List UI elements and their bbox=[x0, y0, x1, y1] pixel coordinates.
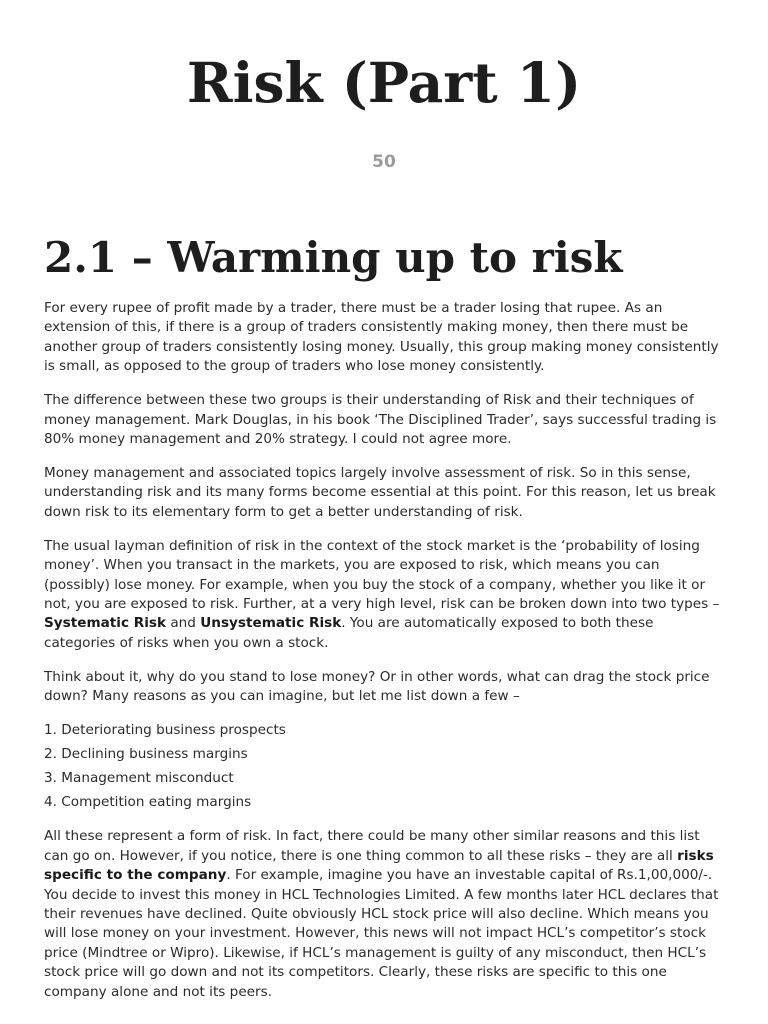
chapter-title: Risk (Part 1) bbox=[186, 50, 582, 115]
paragraph-4-text-c: and bbox=[166, 615, 201, 632]
paragraph-4 bbox=[44, 537, 728, 653]
company-specific-risk-term: risks specific to the company bbox=[44, 847, 714, 884]
paragraph-1: For every rupee of profit made by a trader, there must be a trader losing that rupee. As an extension of this, if there is a group of traders consistently making money, then there must be another group of traders consistently losing money. Usually, this group making money consistently is small, as opposed to the group of traders who lose money consistently. bbox=[44, 300, 719, 375]
list-item: 1. Deteriorating business prospects bbox=[44, 722, 286, 739]
paragraph-3: Money management and associated topics largely involve assessment of risk. So in this sense, understanding risk and its many forms become essential at this point. For this reason, let us break down risk to its elementary form to get a better understanding of risk. bbox=[44, 465, 716, 520]
paragraph-4-text-e: . You are automatically exposed to both these categories of risks when you own a stock. bbox=[44, 615, 654, 651]
list-item: 3. Management misconduct bbox=[44, 770, 234, 787]
unsystematic-risk-term: Unsystematic Risk bbox=[200, 615, 342, 632]
list-item: 4. Competition eating margins bbox=[44, 794, 252, 811]
paragraph-4-text-a: The usual layman definition of risk in the context of the stock market is the ‘probability of losing money’. When you transact in the markets, you are exposed to risk, which means you can (possibly) lose money. For example, when you buy the stock of a company, whether you like it or not, you are exposed to risk. Further, at a very high level, risk can be broken down into two types – bbox=[44, 537, 720, 613]
paragraph-6-text-a: All these represent a form of risk. In fact, there could be many other similar reasons and this list can go on. However, if you notice, there is one thing common to all these risks – they are all bbox=[44, 828, 700, 864]
body-text bbox=[44, 299, 728, 1017]
risk-reasons-list bbox=[44, 721, 728, 812]
systematic-risk-term: Systematic Risk bbox=[44, 615, 167, 632]
paragraph-5: Think about it, why do you stand to lose money? Or in other words, what can drag the stock price down? Many reasons as you can imagine, but let me list down a few – bbox=[44, 668, 710, 705]
section-title: 2.1 – Warming up to risk bbox=[44, 233, 623, 282]
paragraph-6 bbox=[44, 827, 728, 1002]
page-number: 50 bbox=[372, 152, 396, 172]
paragraph-6-text-c: . For example, imagine you have an investable capital of Rs.1,00,000/-. You decide to invest this money in HCL Technologies Limited. A few months later HCL declares that their revenues have declined. Quite obviously HCL stock price will also decline. Which means you will lose money on your investment. However, this news will not impact HCL’s competitor’s stock price (Mindtree or Wipro). Likewise, if HCL’s management is guilty of any misconduct, then HCL’s stock price will go down and not its competitors. Clearly, these risks are specific to this one company alone and not its peers. bbox=[44, 867, 719, 1000]
list-item: 2. Declining business margins bbox=[44, 746, 248, 763]
paragraph-2: The difference between these two groups is their understanding of Risk and their techniques of money management. Mark Douglas, in his book ‘The Disciplined Trader’, says successful trading is 80% money management and 20% strategy. I could not agree more. bbox=[44, 392, 717, 448]
